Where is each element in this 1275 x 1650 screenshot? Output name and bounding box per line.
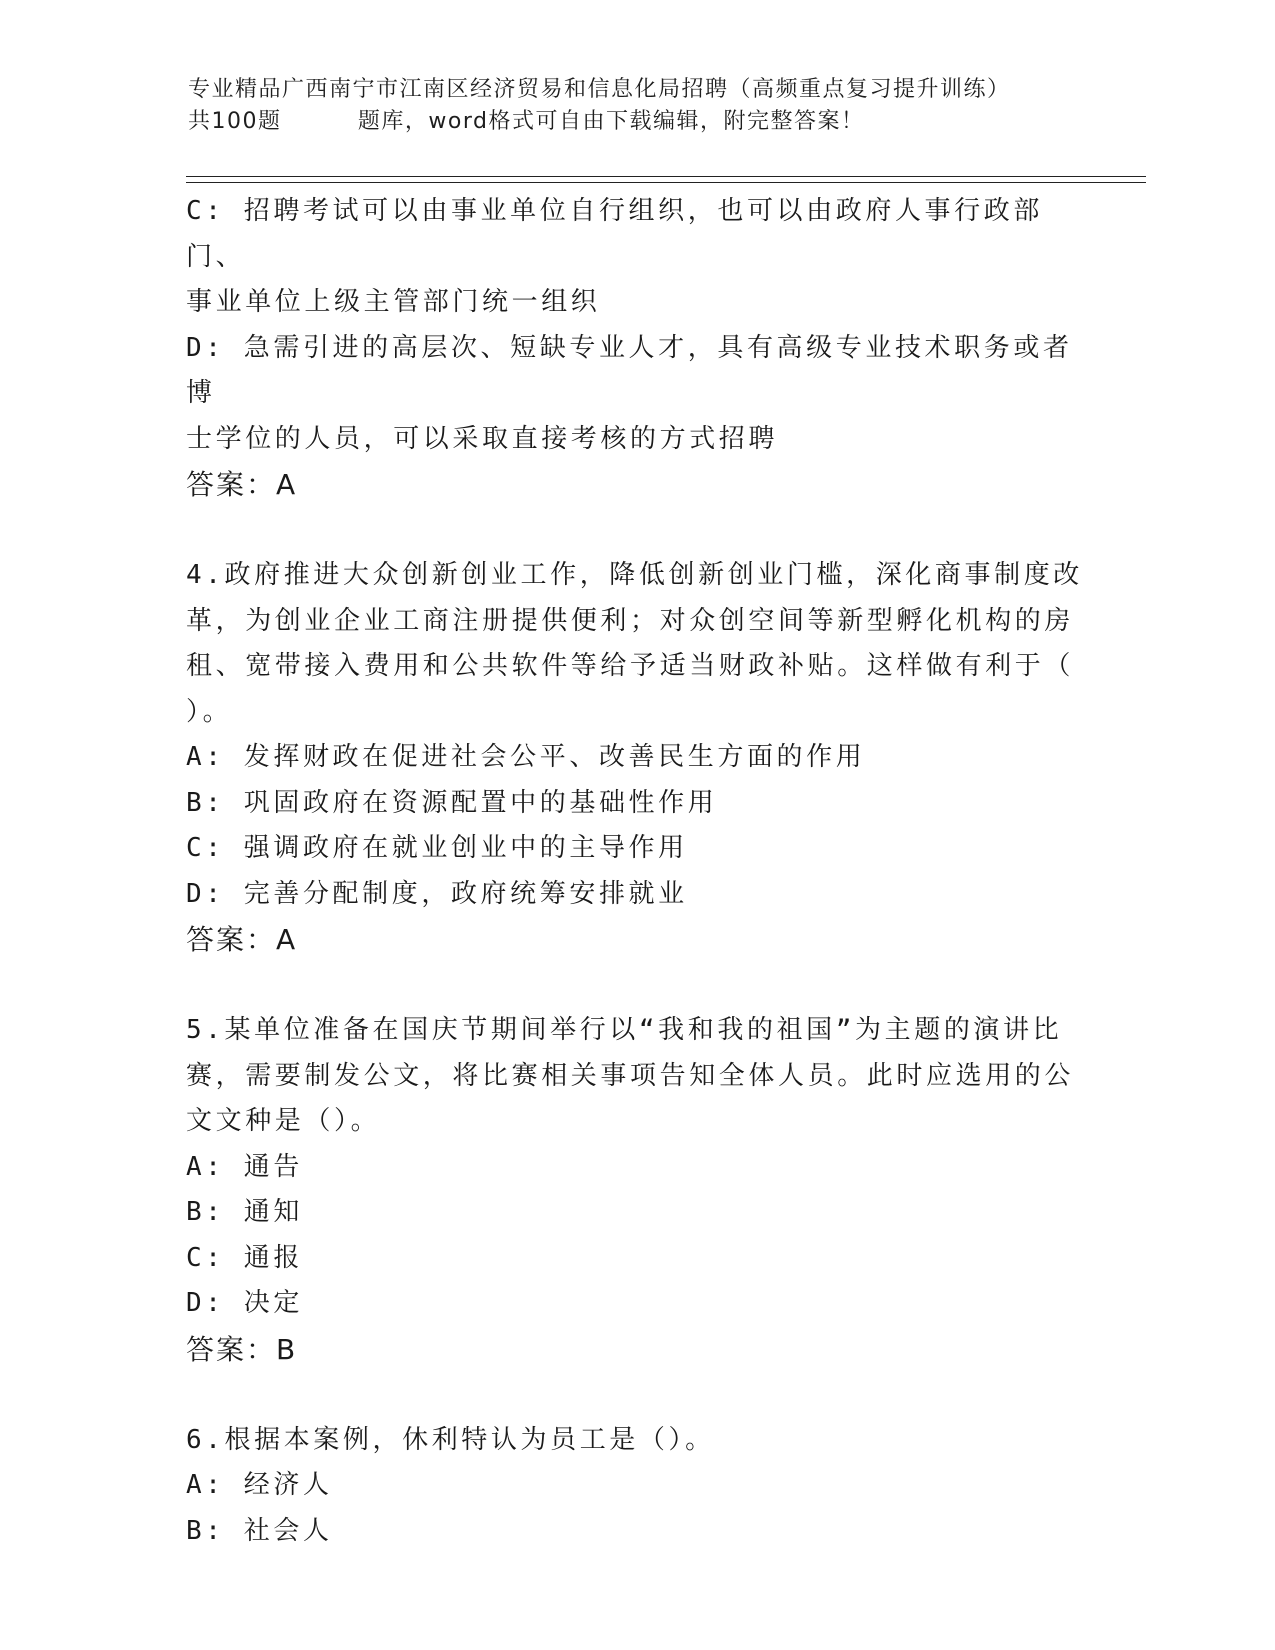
header-rule-bottom: [186, 182, 1146, 183]
question-3: [186, 189, 1086, 508]
question-stem-cont: 租、宽带接入费用和公共软件等给予适当财政补贴。这样做有利于（: [186, 651, 1075, 681]
option-c: C: 强调政府在就业创业中的主导作用: [186, 833, 688, 863]
page-header: [188, 74, 1148, 138]
header-rule-top: [186, 176, 1146, 177]
option-c: C: 招聘考试可以由事业单位自行组织，也可以由政府人事行政部门、: [186, 196, 1043, 272]
option-a: A: 发挥财政在促进社会公平、改善民生方面的作用: [186, 742, 866, 772]
question-stem: 4.政府推进大众创新创业工作，降低创新创业门槛，深化商事制度改: [186, 560, 1083, 590]
option-c: C: 通报: [186, 1242, 303, 1273]
option-c-cont: 事业单位上级主管部门统一组织: [186, 287, 601, 317]
question-4: [186, 553, 1086, 963]
question-stem: 6.根据本案例，休利特认为员工是（）。: [186, 1424, 715, 1455]
question-list: [186, 189, 1086, 1554]
answer: 答案：A: [186, 468, 298, 501]
question-stem-cont: 赛，需要制发公文，将比赛相关事项告知全体人员。此时应选用的公: [186, 1060, 1075, 1091]
header-subtitle: 共100题 题库，word格式可自由下载编辑，附完整答案！: [188, 109, 865, 134]
spacer: [186, 508, 1086, 554]
spacer: [186, 963, 1086, 1009]
option-a: A: 经济人: [186, 1470, 333, 1500]
question-6: [186, 1418, 1086, 1555]
option-a: A: 通告: [186, 1151, 303, 1182]
option-d-cont: 士学位的人员，可以采取直接考核的方式招聘: [186, 423, 779, 454]
spacer: [186, 1372, 1086, 1418]
header-title: 专业精品广西南宁市江南区经济贸易和信息化局招聘（高频重点复习提升训练）: [188, 77, 1011, 102]
option-b: B: 通知: [186, 1197, 303, 1227]
option-d: D: 决定: [186, 1288, 303, 1318]
option-b: B: 巩固政府在资源配置中的基础性作用: [186, 787, 718, 818]
question-stem: 5.某单位准备在国庆节期间举行以“我和我的祖国”为主题的演讲比: [186, 1015, 1063, 1045]
question-stem-cont: 革，为创业企业工商注册提供便利；对众创空间等新型孵化机构的房: [186, 605, 1075, 636]
question-5: [186, 1008, 1086, 1372]
option-d: D: 急需引进的高层次、短缺专业人才，具有高级专业技术职务或者博: [186, 332, 1073, 408]
option-d: D: 完善分配制度，政府统筹安排就业: [186, 878, 688, 909]
answer: 答案：A: [186, 923, 298, 956]
question-stem-cont: ）。: [186, 696, 233, 727]
question-stem-cont: 文文种是（）。: [186, 1106, 381, 1136]
option-b: B: 社会人: [186, 1515, 333, 1546]
answer: 答案：B: [186, 1332, 298, 1366]
